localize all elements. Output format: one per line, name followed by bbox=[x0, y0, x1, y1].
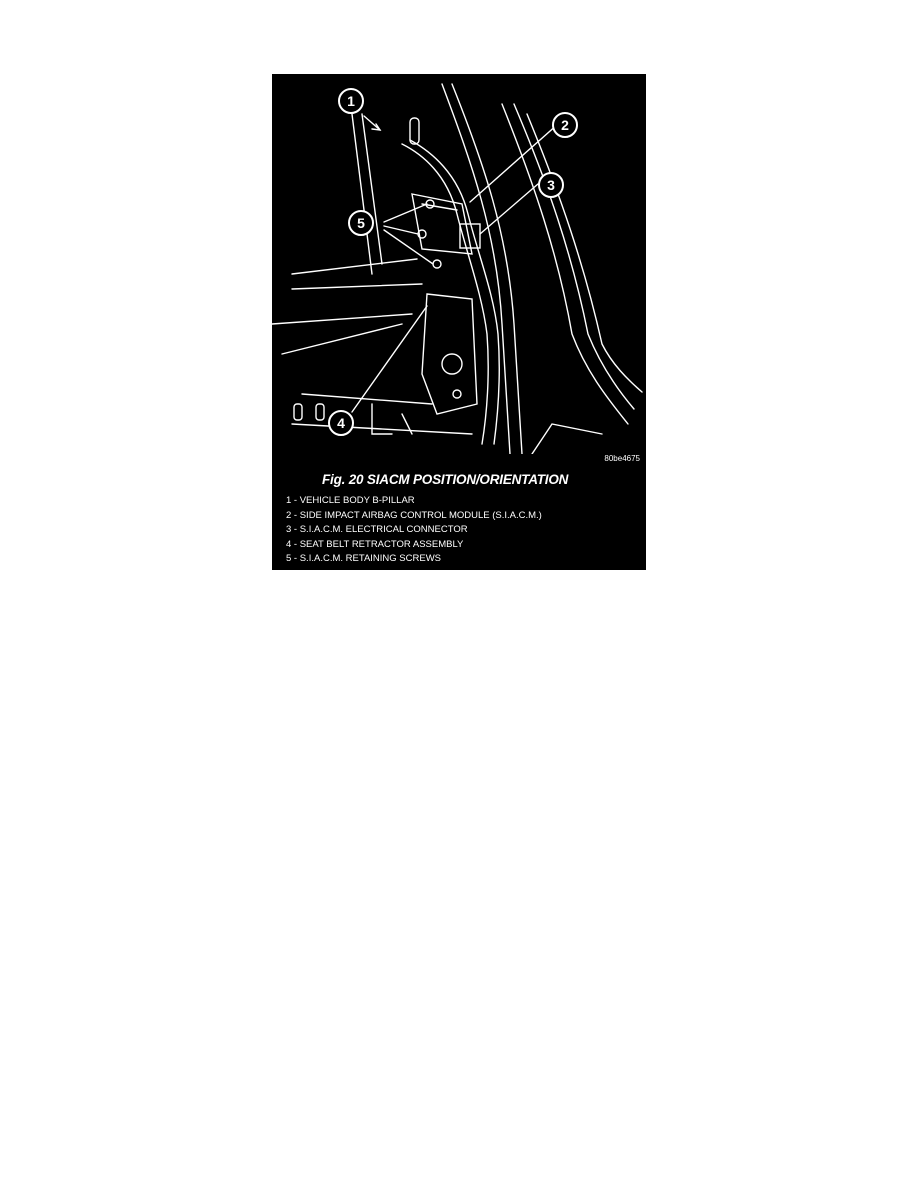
callout-1: 1 bbox=[338, 88, 364, 114]
figure-caption: Fig. 20 SIACM POSITION/ORIENTATION bbox=[322, 472, 569, 487]
callout-5: 5 bbox=[348, 210, 374, 236]
siacm-illustration bbox=[272, 74, 646, 454]
callout-4: 4 bbox=[328, 410, 354, 436]
callout-3: 3 bbox=[538, 172, 564, 198]
legend-item: 2 - SIDE IMPACT AIRBAG CONTROL MODULE (S.I.A.C.M.) bbox=[286, 509, 542, 521]
legend-item: 4 - SEAT BELT RETRACTOR ASSEMBLY bbox=[286, 538, 464, 550]
callout-2: 2 bbox=[552, 112, 578, 138]
figure-legend bbox=[286, 494, 542, 567]
siacm-figure bbox=[272, 74, 646, 570]
legend-item: 3 - S.I.A.C.M. ELECTRICAL CONNECTOR bbox=[286, 524, 468, 535]
figure-code: 80be4675 bbox=[604, 454, 640, 463]
legend-item: 1 - VEHICLE BODY B-PILLAR bbox=[286, 495, 415, 506]
legend-item: 5 - S.I.A.C.M. RETAINING SCREWS bbox=[286, 553, 442, 564]
